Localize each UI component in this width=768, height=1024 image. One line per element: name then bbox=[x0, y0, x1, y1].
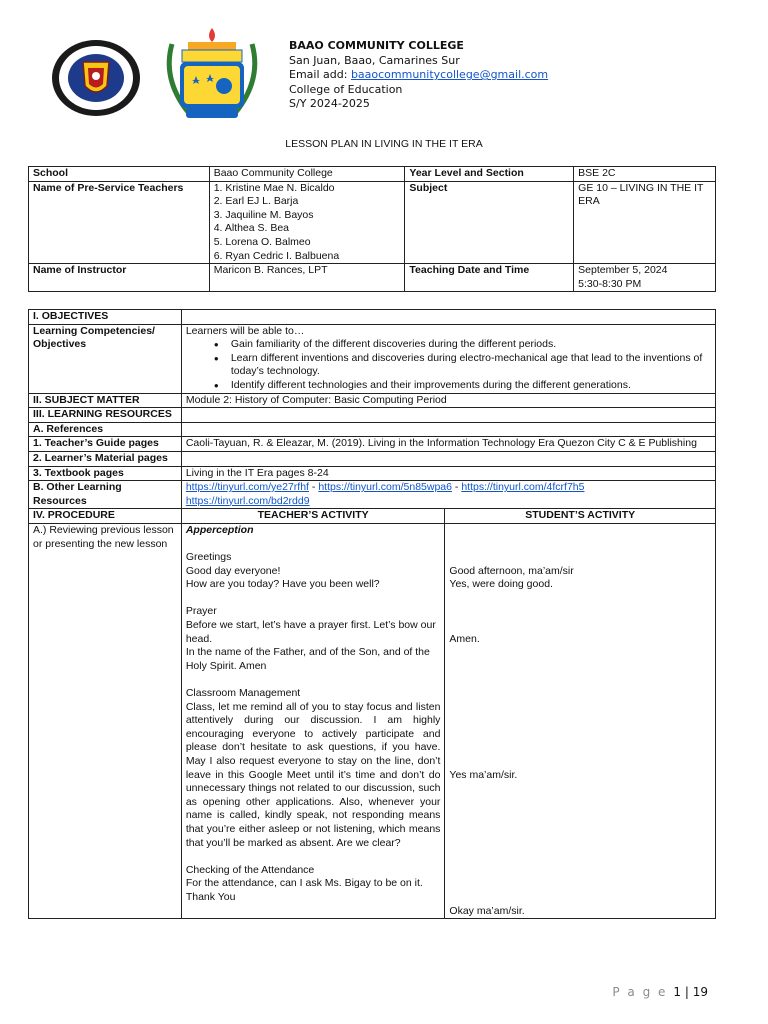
college-address: San Juan, Baao, Camarines Sur bbox=[289, 53, 460, 67]
teachers-guide-value: Caoli-Tayuan, R. & Eleazar, M. (2019). Living in the Information Technology Era Quezon City C & E Publishing bbox=[181, 437, 715, 452]
apperception-heading: Apperception bbox=[185, 523, 254, 536]
textbook-label: 3. Textbook pages bbox=[29, 466, 182, 481]
references-empty bbox=[181, 422, 715, 437]
instructor-label: Name of Instructor bbox=[29, 264, 210, 292]
subject-matter-value: Module 2: History of Computer: Basic Computing Period bbox=[181, 393, 715, 408]
student-response: Yes ma’am/sir. bbox=[449, 768, 518, 781]
table-row bbox=[29, 324, 716, 393]
teachers-list bbox=[209, 181, 405, 264]
college-of-education-logo bbox=[158, 24, 266, 124]
competencies-cell bbox=[181, 324, 715, 393]
textbook-value: Living in the IT Era pages 8-24 bbox=[181, 466, 715, 481]
college-header bbox=[289, 39, 548, 112]
lesson-plan-table bbox=[28, 309, 716, 919]
learning-resources-label: III. LEARNING RESOURCES bbox=[29, 408, 182, 423]
table-row bbox=[29, 310, 716, 325]
table-row bbox=[29, 181, 716, 264]
subject-label: Subject bbox=[405, 181, 574, 264]
college-email-line bbox=[289, 68, 548, 83]
procedure-label: IV. PROCEDURE bbox=[29, 509, 182, 524]
student-activity-header: STUDENT’S ACTIVITY bbox=[445, 509, 716, 524]
lesson-info-table bbox=[28, 166, 716, 292]
table-row bbox=[29, 264, 716, 292]
teacher-activity-header: TEACHER’S ACTIVITY bbox=[181, 509, 445, 524]
learners-material-empty bbox=[181, 451, 715, 466]
table-row bbox=[29, 408, 716, 423]
link-separator: - bbox=[451, 481, 462, 494]
resource-link[interactable]: https://tinyurl.com/5n85wpa6 bbox=[318, 481, 452, 494]
year-level-label: Year Level and Section bbox=[405, 167, 574, 182]
teachers-label: Name of Pre-Service Teachers bbox=[29, 181, 210, 264]
learning-resources-empty bbox=[181, 408, 715, 423]
subject-matter-label: II. SUBJECT MATTER bbox=[29, 393, 182, 408]
page-separator: | bbox=[681, 985, 693, 999]
student-response: Good afternoon, ma’am/sir bbox=[449, 564, 574, 577]
teachers-guide-label: 1. Teacher’s Guide pages bbox=[29, 437, 182, 452]
teacher-name: 3. Jaquiline M. Bayos bbox=[213, 208, 314, 221]
teaching-date: September 5, 2024 bbox=[578, 264, 668, 277]
greeting-line: How are you today? Have you been well? bbox=[185, 578, 380, 591]
prayer-heading: Prayer bbox=[185, 605, 217, 618]
objectives-label: I. OBJECTIVES bbox=[29, 310, 182, 325]
table-row bbox=[29, 437, 716, 452]
objectives-empty bbox=[181, 310, 715, 325]
table-row bbox=[29, 523, 716, 918]
list-item: ● Gain familiarity of the different discoveries during the different periods. bbox=[214, 338, 711, 352]
other-resources-links bbox=[181, 481, 715, 509]
competencies-list bbox=[214, 338, 711, 392]
prayer-text: In the name of the Father, and of the Son, and of the Holy Spirit. Amen bbox=[185, 646, 430, 672]
page-word: P a g e bbox=[612, 985, 668, 999]
list-item: ● Learn different inventions and discoveries during electro-mechanical age that lead to the inventions of today’s technology. bbox=[214, 352, 711, 379]
classroom-management-text: Class, let me remind all of you to stay focus and listen attentively during our discussion. I am highly encouraging everyone to actively participate and please don’t hesitate to ask questions, if you have. May I also request everyone to stay on the line, don’t leave in this Google Meet until it’s time and don’t do unnecessary things not related to our discussion, such as opening other applications. Also, whenever your name is called, kindly speak, not responding means that you’re either asleep or not listening, which means that you’ll be marked as absent. Are we clear? bbox=[185, 700, 441, 849]
document-title: LESSON PLAN IN LIVING IN THE IT ERA bbox=[285, 138, 483, 150]
teaching-date-value bbox=[574, 264, 716, 292]
table-row bbox=[29, 167, 716, 182]
table-row bbox=[29, 481, 716, 509]
email-link[interactable]: baaocommunitycollege@gmail.com bbox=[350, 68, 549, 82]
email-label: Email add: bbox=[289, 68, 351, 82]
greetings-heading: Greetings bbox=[185, 551, 232, 564]
student-response: Amen. bbox=[449, 632, 480, 645]
competencies-label: Learning Competencies/ Objectives bbox=[29, 324, 182, 393]
table-row bbox=[29, 422, 716, 437]
references-label: A. References bbox=[29, 422, 182, 437]
subject-value: GE 10 – LIVING IN THE IT ERA bbox=[574, 181, 716, 264]
teacher-name: 5. Lorena O. Balmeo bbox=[213, 235, 311, 248]
prayer-text: Before we start, let’s have a prayer first. Let’s bow our head. bbox=[185, 619, 436, 645]
teacher-name: 2. Earl EJ L. Barja bbox=[213, 195, 299, 208]
school-label: School bbox=[29, 167, 210, 182]
instructor-value: Maricon B. Rances, LPT bbox=[209, 264, 405, 292]
list-item: ● Identify different technologies and their improvements during the different generations. bbox=[214, 379, 711, 393]
department-name: College of Education bbox=[289, 82, 403, 96]
school-value: Baao Community College bbox=[209, 167, 405, 182]
table-row bbox=[29, 466, 716, 481]
current-page: 1 bbox=[673, 985, 682, 999]
teaching-time: 5:30-8:30 PM bbox=[578, 277, 642, 290]
college-name: BAAO COMMUNITY COLLEGE bbox=[289, 39, 464, 52]
year-level-value: BSE 2C bbox=[574, 167, 716, 182]
page-footer bbox=[612, 985, 708, 999]
teacher-name: 4. Althea S. Bea bbox=[213, 222, 290, 235]
attendance-text: For the attendance, can I ask Ms. Bigay to be on it. Thank You bbox=[185, 877, 423, 903]
table-row bbox=[29, 509, 716, 524]
student-response: Okay ma’am/sir. bbox=[449, 904, 525, 917]
student-activity-cell bbox=[445, 523, 716, 918]
resource-link[interactable]: https://tinyurl.com/ye27rfhf bbox=[185, 481, 309, 494]
teacher-name: 6. Ryan Cedric I. Balbuena bbox=[213, 249, 340, 262]
student-response: Yes, were doing good. bbox=[449, 578, 553, 591]
total-pages: 19 bbox=[692, 985, 708, 999]
greeting-line: Good day everyone! bbox=[185, 564, 281, 577]
baao-community-college-seal bbox=[50, 38, 142, 118]
table-row bbox=[29, 451, 716, 466]
attendance-heading: Checking of the Attendance bbox=[185, 863, 315, 876]
teacher-activity-cell bbox=[181, 523, 445, 918]
teacher-name: 1. Kristine Mae N. Bicaldo bbox=[213, 181, 335, 194]
resource-link[interactable]: https://tinyurl.com/4fcrf7h5 bbox=[461, 481, 585, 494]
learners-material-label: 2. Learner’s Material pages bbox=[29, 451, 182, 466]
table-row bbox=[29, 393, 716, 408]
procedure-step-a: A.) Reviewing previous lesson or presenting the new lesson bbox=[29, 523, 182, 918]
link-separator: - bbox=[308, 481, 319, 494]
resource-link[interactable]: https://tinyurl.com/bd2rdd9 bbox=[185, 494, 310, 507]
classroom-management-heading: Classroom Management bbox=[185, 687, 301, 700]
school-year: S/Y 2024-2025 bbox=[289, 97, 370, 111]
other-resources-label: B. Other Learning Resources bbox=[29, 481, 182, 509]
competencies-intro: Learners will be able to… bbox=[185, 324, 305, 337]
teaching-date-label: Teaching Date and Time bbox=[405, 264, 574, 292]
